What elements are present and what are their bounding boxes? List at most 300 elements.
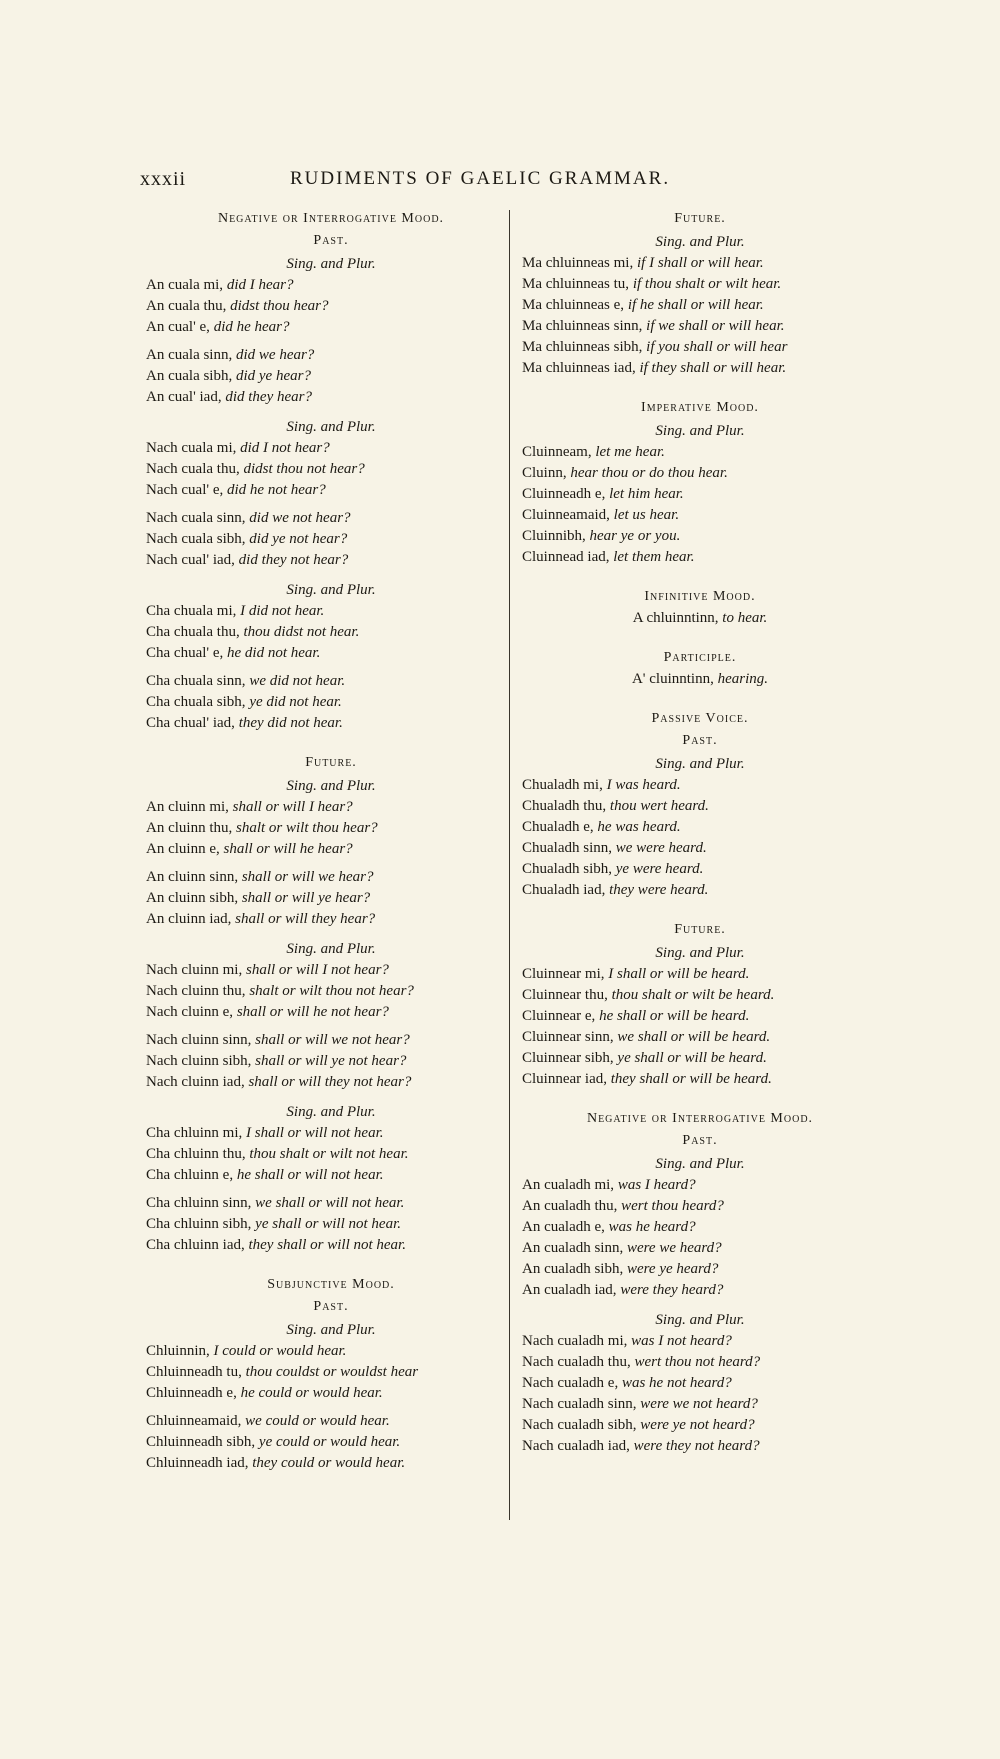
gaelic-form: An cualadh sinn, <box>522 1240 624 1256</box>
english-gloss: hearing. <box>717 671 769 687</box>
english-gloss: we could or would hear. <box>245 1413 390 1429</box>
conjugation-line <box>522 1394 878 1415</box>
gaelic-form: Nach cluinn mi, <box>146 962 243 978</box>
gaelic-form: Nach cualadh sinn, <box>522 1396 637 1412</box>
conjugation-line <box>146 1144 516 1165</box>
english-gloss: shall or will they not hear? <box>248 1074 412 1090</box>
conjugation-line <box>522 1280 878 1301</box>
english-gloss: shall or will ye hear? <box>241 890 371 906</box>
conjugation-line <box>522 1069 878 1090</box>
conjugation-line <box>522 295 878 316</box>
gaelic-form: Chualadh sinn, <box>522 840 612 856</box>
conjugation-line <box>146 296 516 317</box>
conjugation-line <box>146 1341 516 1362</box>
english-gloss: I was heard. <box>606 777 681 793</box>
section-heading: Participle. <box>663 650 737 665</box>
section-gap <box>522 901 878 919</box>
english-gloss: we shall or will not hear. <box>255 1195 405 1211</box>
gaelic-form: Ma chluinneas mi, <box>522 255 634 271</box>
conjugation-line <box>522 274 878 295</box>
conjugation-line <box>146 1123 516 1144</box>
english-gloss: wert thou heard? <box>621 1198 724 1214</box>
block-gap <box>146 408 516 415</box>
number-label: Sing. and Plur. <box>286 419 376 435</box>
english-gloss: did he hear? <box>213 319 290 335</box>
gaelic-form: Nach cluinn e, <box>146 1004 234 1020</box>
gaelic-form: Cha chluinn iad, <box>146 1237 245 1253</box>
left-column <box>146 208 516 1474</box>
gaelic-form: An cualadh e, <box>522 1219 605 1235</box>
number-label: Sing. and Plur. <box>655 234 745 250</box>
conjugation-line <box>146 438 516 459</box>
english-gloss: let them hear. <box>613 549 695 565</box>
page-number: xxxii <box>140 168 187 190</box>
conjugation-line <box>522 316 878 337</box>
number-label: Sing. and Plur. <box>286 778 376 794</box>
gaelic-form: Cluinnear sinn, <box>522 1029 614 1045</box>
gaelic-form: An cluinn iad, <box>146 911 232 927</box>
english-gloss: was I heard? <box>617 1177 696 1193</box>
number-label: Sing. and Plur. <box>655 423 745 439</box>
gaelic-form: An cluinn e, <box>146 841 220 857</box>
gaelic-form: An cualadh mi, <box>522 1177 615 1193</box>
conjugation-line <box>522 505 878 526</box>
gaelic-form: Cha chluinn mi, <box>146 1125 243 1141</box>
english-gloss: if you shall or will hear <box>646 339 788 355</box>
gaelic-form: Nach cualadh iad, <box>522 1438 630 1454</box>
gaelic-form: Chluinneamaid, <box>146 1413 242 1429</box>
conjugation-line <box>522 608 878 629</box>
conjugation-line <box>522 442 878 463</box>
conjugation-line <box>522 817 878 838</box>
english-gloss: shall or will he hear? <box>223 841 353 857</box>
section-gap <box>522 629 878 647</box>
english-gloss: did they not hear? <box>238 552 349 568</box>
conjugation-line <box>522 1217 878 1238</box>
grammar-section <box>146 752 516 1256</box>
english-gloss: did I not hear? <box>240 440 330 456</box>
number-label: Sing. and Plur. <box>286 1104 376 1120</box>
gaelic-form: Chluinnin, <box>146 1343 210 1359</box>
gaelic-form: An cualadh sibh, <box>522 1261 624 1277</box>
conjugation-line <box>522 775 878 796</box>
gaelic-form: Cluinnibh, <box>522 528 586 544</box>
english-gloss: did he not hear? <box>227 482 326 498</box>
conjugation-line <box>522 838 878 859</box>
conjugation-line <box>146 1362 516 1383</box>
english-gloss: he did not hear. <box>227 645 321 661</box>
running-title: RUDIMENTS OF GAELIC GRAMMAR. <box>290 168 671 189</box>
number-label: Sing. and Plur. <box>655 945 745 961</box>
gaelic-form: An cluinn sinn, <box>146 869 239 885</box>
conjugation-line <box>146 480 516 501</box>
conjugation-line <box>522 1196 878 1217</box>
conjugation-line <box>522 463 878 484</box>
conjugation-line <box>522 880 878 901</box>
gaelic-form: An cualadh iad, <box>522 1282 617 1298</box>
english-gloss: was he not heard? <box>621 1375 732 1391</box>
gaelic-form: An cluinn thu, <box>146 820 233 836</box>
gaelic-form: Cluinnear e, <box>522 1008 596 1024</box>
gaelic-form: Cha chuala sibh, <box>146 694 246 710</box>
line-gap <box>146 860 516 867</box>
grammar-section <box>146 208 516 734</box>
gaelic-form: Cluinn, <box>522 465 567 481</box>
conjugation-line <box>522 1048 878 1069</box>
gaelic-form: Nach cual' e, <box>146 482 224 498</box>
english-gloss: wert thou not heard? <box>634 1354 761 1370</box>
gaelic-form: An cluinn sibh, <box>146 890 239 906</box>
gaelic-form: Cha chluinn sibh, <box>146 1216 252 1232</box>
gaelic-form: Cluinneamaid, <box>522 507 610 523</box>
line-gap <box>146 1186 516 1193</box>
conjugation-line <box>522 1238 878 1259</box>
conjugation-line <box>146 622 516 643</box>
conjugation-line <box>522 669 878 690</box>
gaelic-form: Nach cuala sinn, <box>146 510 246 526</box>
conjugation-line <box>146 1432 516 1453</box>
section-gap <box>522 1090 878 1108</box>
english-gloss: ye could or would hear. <box>258 1434 401 1450</box>
english-gloss: I shall or will not hear. <box>246 1125 384 1141</box>
gaelic-form: Chluinneadh sibh, <box>146 1434 256 1450</box>
conjugation-line <box>146 1411 516 1432</box>
gaelic-form: A' cluinntinn, <box>631 671 714 687</box>
conjugation-line <box>522 1436 878 1457</box>
conjugation-line <box>522 796 878 817</box>
section-heading: Negative or Interrogative Mood. <box>586 1111 814 1126</box>
english-gloss: he shall or will be heard. <box>599 1008 750 1024</box>
english-gloss: was he heard? <box>608 1219 696 1235</box>
conjugation-line <box>146 366 516 387</box>
gaelic-form: Cluinneadh e, <box>522 486 606 502</box>
english-gloss: hear ye or you. <box>589 528 681 544</box>
gaelic-form: Nach cuala sibh, <box>146 531 246 547</box>
conjugation-line <box>522 337 878 358</box>
conjugation-line <box>146 1051 516 1072</box>
conjugation-line <box>522 1259 878 1280</box>
english-gloss: ye shall or will be heard. <box>617 1050 767 1066</box>
english-gloss: hear thou or do thou hear. <box>570 465 728 481</box>
english-gloss: they did not hear. <box>238 715 343 731</box>
gaelic-form: Cha chuala sinn, <box>146 673 246 689</box>
line-gap <box>146 1023 516 1030</box>
english-gloss: I did not hear. <box>240 603 325 619</box>
english-gloss: were we heard? <box>626 1240 722 1256</box>
grammar-section <box>146 1274 516 1474</box>
section-subheading: Past. <box>313 1299 349 1314</box>
english-gloss: if I shall or will hear. <box>636 255 764 271</box>
section-heading: Subjunctive Mood. <box>267 1277 395 1292</box>
conjugation-line <box>146 550 516 571</box>
english-gloss: let us hear. <box>613 507 680 523</box>
section-heading: Negative or Interrogative Mood. <box>217 211 445 226</box>
gaelic-form: An cual' e, <box>146 319 210 335</box>
conjugation-line <box>146 888 516 909</box>
english-gloss: they could or would hear. <box>252 1455 406 1471</box>
english-gloss: shall or will they hear? <box>235 911 376 927</box>
conjugation-line <box>146 909 516 930</box>
gaelic-form: Cluinneam, <box>522 444 592 460</box>
grammar-section <box>522 708 878 901</box>
gaelic-form: Ma chluinneas tu, <box>522 276 630 292</box>
gaelic-form: An cluinn mi, <box>146 799 229 815</box>
gaelic-form: Nach cluinn sibh, <box>146 1053 252 1069</box>
grammar-section <box>522 647 878 690</box>
grammar-section <box>522 208 878 379</box>
section-heading: Future. <box>674 922 726 937</box>
gaelic-form: Ma chluinneas e, <box>522 297 625 313</box>
english-gloss: didst thou hear? <box>230 298 329 314</box>
gaelic-form: Nach cluinn sinn, <box>146 1032 252 1048</box>
conjugation-line <box>146 1383 516 1404</box>
english-gloss: were they heard? <box>620 1282 724 1298</box>
english-gloss: if they shall or will hear. <box>639 360 787 376</box>
gaelic-form: Cha chuala thu, <box>146 624 240 640</box>
gaelic-form: Chualadh mi, <box>522 777 603 793</box>
section-gap <box>522 379 878 397</box>
conjugation-line <box>522 1415 878 1436</box>
english-gloss: did ye not hear? <box>249 531 348 547</box>
gaelic-form: Nach cluinn thu, <box>146 983 246 999</box>
gaelic-form: Nach cuala thu, <box>146 461 240 477</box>
conjugation-line <box>522 484 878 505</box>
english-gloss: ye were heard. <box>615 861 704 877</box>
conjugation-line <box>146 317 516 338</box>
english-gloss: let him hear. <box>609 486 684 502</box>
number-label: Sing. and Plur. <box>655 756 745 772</box>
english-gloss: didst thou not hear? <box>243 461 365 477</box>
english-gloss: were we not heard? <box>640 1396 758 1412</box>
conjugation-line <box>146 1165 516 1186</box>
conjugation-line <box>146 387 516 408</box>
english-gloss: he shall or will not hear. <box>236 1167 384 1183</box>
conjugation-line <box>146 797 516 818</box>
section-gap <box>146 734 516 752</box>
conjugation-line <box>146 1030 516 1051</box>
conjugation-line <box>522 526 878 547</box>
conjugation-line <box>146 692 516 713</box>
conjugation-line <box>146 1214 516 1235</box>
conjugation-line <box>146 981 516 1002</box>
conjugation-line <box>522 1006 878 1027</box>
gaelic-form: Nach cual' iad, <box>146 552 235 568</box>
conjugation-line <box>522 1027 878 1048</box>
block-gap <box>522 1301 878 1308</box>
gaelic-form: Cluinnear sibh, <box>522 1050 614 1066</box>
gaelic-form: Nach cualadh mi, <box>522 1333 628 1349</box>
conjugation-line <box>522 1331 878 1352</box>
english-gloss: did I hear? <box>226 277 294 293</box>
english-gloss: shall or will I hear? <box>232 799 353 815</box>
english-gloss: did we hear? <box>235 347 315 363</box>
english-gloss: he could or would hear. <box>240 1385 383 1401</box>
conjugation-line <box>522 253 878 274</box>
english-gloss: I shall or will be heard. <box>608 966 750 982</box>
english-gloss: thou shalt or wilt be heard. <box>611 987 775 1003</box>
english-gloss: we shall or will be heard. <box>617 1029 771 1045</box>
english-gloss: they shall or will not hear. <box>248 1237 406 1253</box>
english-gloss: shall or will he not hear? <box>236 1004 389 1020</box>
section-gap <box>146 1256 516 1274</box>
conjugation-line <box>146 1453 516 1474</box>
gaelic-form: Cluinnear thu, <box>522 987 608 1003</box>
english-gloss: if he shall or will hear. <box>627 297 764 313</box>
number-label: Sing. and Plur. <box>286 1322 376 1338</box>
gaelic-form: Cha chluinn e, <box>146 1167 234 1183</box>
gaelic-form: Cluinnead iad, <box>522 549 610 565</box>
line-gap <box>146 501 516 508</box>
conjugation-line <box>146 671 516 692</box>
line-gap <box>146 664 516 671</box>
gaelic-form: An cuala sibh, <box>146 368 233 384</box>
english-gloss: ye did not hear. <box>249 694 342 710</box>
gaelic-form: A chluinntinn, <box>632 610 719 626</box>
english-gloss: we did not hear. <box>249 673 346 689</box>
gaelic-form: Chualadh sibh, <box>522 861 612 877</box>
conjugation-line <box>146 643 516 664</box>
conjugation-line <box>522 1352 878 1373</box>
page-header <box>140 168 860 192</box>
english-gloss: thou shalt or wilt not hear. <box>249 1146 409 1162</box>
gaelic-form: Chualadh iad, <box>522 882 606 898</box>
english-gloss: let me hear. <box>595 444 665 460</box>
section-heading: Infinitive Mood. <box>644 589 756 604</box>
gaelic-form: Cha chuala mi, <box>146 603 237 619</box>
section-subheading: Past. <box>313 233 349 248</box>
conjugation-line <box>522 547 878 568</box>
english-gloss: they shall or will be heard. <box>610 1071 772 1087</box>
conjugation-line <box>522 1373 878 1394</box>
english-gloss: shall or will ye not hear? <box>255 1053 407 1069</box>
gaelic-form: Cluinnear iad, <box>522 1071 607 1087</box>
gaelic-form: Cha chluinn thu, <box>146 1146 246 1162</box>
english-gloss: were they not heard? <box>633 1438 760 1454</box>
english-gloss: shalt or wilt thou not hear? <box>249 983 414 999</box>
section-heading: Future. <box>674 211 726 226</box>
gaelic-form: Chluinneadh e, <box>146 1385 237 1401</box>
gaelic-form: Chualadh e, <box>522 819 594 835</box>
conjugation-line <box>522 964 878 985</box>
conjugation-line <box>146 508 516 529</box>
section-subheading: Past. <box>682 1133 718 1148</box>
gaelic-form: An cualadh thu, <box>522 1198 618 1214</box>
english-gloss: were ye heard? <box>626 1261 719 1277</box>
english-gloss: if thou shalt or wilt hear. <box>632 276 782 292</box>
gaelic-form: Ma chluinneas iad, <box>522 360 636 376</box>
right-column <box>522 208 878 1457</box>
gaelic-form: Nach cualadh sibh, <box>522 1417 637 1433</box>
section-subheading: Past. <box>682 733 718 748</box>
english-gloss: did ye hear? <box>235 368 311 384</box>
conjugation-line <box>146 867 516 888</box>
english-gloss: did they hear? <box>225 389 312 405</box>
gaelic-form: Cha chual' iad, <box>146 715 235 731</box>
conjugation-line <box>146 275 516 296</box>
english-gloss: thou didst not hear. <box>243 624 360 640</box>
gaelic-form: An cuala sinn, <box>146 347 233 363</box>
conjugation-line <box>146 818 516 839</box>
gaelic-form: Chualadh thu, <box>522 798 607 814</box>
conjugation-line <box>146 459 516 480</box>
conjugation-line <box>522 358 878 379</box>
line-gap <box>146 338 516 345</box>
english-gloss: shall or will I not hear? <box>245 962 389 978</box>
number-label: Sing. and Plur. <box>655 1312 745 1328</box>
english-gloss: thou wert heard. <box>609 798 709 814</box>
grammar-section <box>522 1108 878 1457</box>
block-gap <box>146 930 516 937</box>
gaelic-form: Chluinneadh iad, <box>146 1455 249 1471</box>
conjugation-line <box>146 713 516 734</box>
gaelic-form: Cha chluinn sinn, <box>146 1195 252 1211</box>
english-gloss: if we shall or will hear. <box>646 318 785 334</box>
gaelic-form: Nach cualadh thu, <box>522 1354 631 1370</box>
gaelic-form: Nach cuala mi, <box>146 440 237 456</box>
english-gloss: to hear. <box>722 610 768 626</box>
section-heading: Future. <box>305 755 357 770</box>
number-label: Sing. and Plur. <box>286 256 376 272</box>
gaelic-form: An cual' iad, <box>146 389 222 405</box>
conjugation-line <box>146 1072 516 1093</box>
number-label: Sing. and Plur. <box>655 1156 745 1172</box>
conjugation-line <box>146 960 516 981</box>
gaelic-form: An cuala thu, <box>146 298 227 314</box>
conjugation-line <box>146 1002 516 1023</box>
number-label: Sing. and Plur. <box>286 582 376 598</box>
english-gloss: did we not hear? <box>249 510 351 526</box>
section-gap <box>522 690 878 708</box>
conjugation-line <box>146 529 516 550</box>
section-heading: Imperative Mood. <box>641 400 759 415</box>
english-gloss: they were heard. <box>609 882 709 898</box>
grammar-section <box>522 586 878 629</box>
gaelic-form: Ma chluinneas sibh, <box>522 339 643 355</box>
gaelic-form: Chluinneadh tu, <box>146 1364 242 1380</box>
gaelic-form: Nach cualadh e, <box>522 1375 619 1391</box>
conjugation-line <box>146 1235 516 1256</box>
english-gloss: shall or will we hear? <box>241 869 374 885</box>
grammar-section <box>522 919 878 1090</box>
grammar-section <box>522 397 878 568</box>
block-gap <box>146 1093 516 1100</box>
english-gloss: we were heard. <box>615 840 707 856</box>
english-gloss: thou couldst or wouldst hear <box>245 1364 419 1380</box>
gaelic-form: Ma chluinneas sinn, <box>522 318 643 334</box>
english-gloss: were ye not heard? <box>640 1417 755 1433</box>
section-heading: Passive Voice. <box>651 711 749 726</box>
conjugation-line <box>522 859 878 880</box>
number-label: Sing. and Plur. <box>286 941 376 957</box>
conjugation-line <box>522 985 878 1006</box>
english-gloss: he was heard. <box>597 819 681 835</box>
conjugation-line <box>146 1193 516 1214</box>
english-gloss: shall or will we not hear? <box>255 1032 410 1048</box>
conjugation-line <box>146 601 516 622</box>
english-gloss: was I not heard? <box>631 1333 732 1349</box>
section-gap <box>522 568 878 586</box>
english-gloss: ye shall or will not hear. <box>255 1216 402 1232</box>
conjugation-line <box>146 839 516 860</box>
conjugation-line <box>522 1175 878 1196</box>
line-gap <box>146 1404 516 1411</box>
conjugation-line <box>146 345 516 366</box>
gaelic-form: An cuala mi, <box>146 277 224 293</box>
gaelic-form: Cluinnear mi, <box>522 966 605 982</box>
english-gloss: I could or would hear. <box>213 1343 347 1359</box>
column-divider <box>509 210 510 1520</box>
gaelic-form: Cha chual' e, <box>146 645 224 661</box>
